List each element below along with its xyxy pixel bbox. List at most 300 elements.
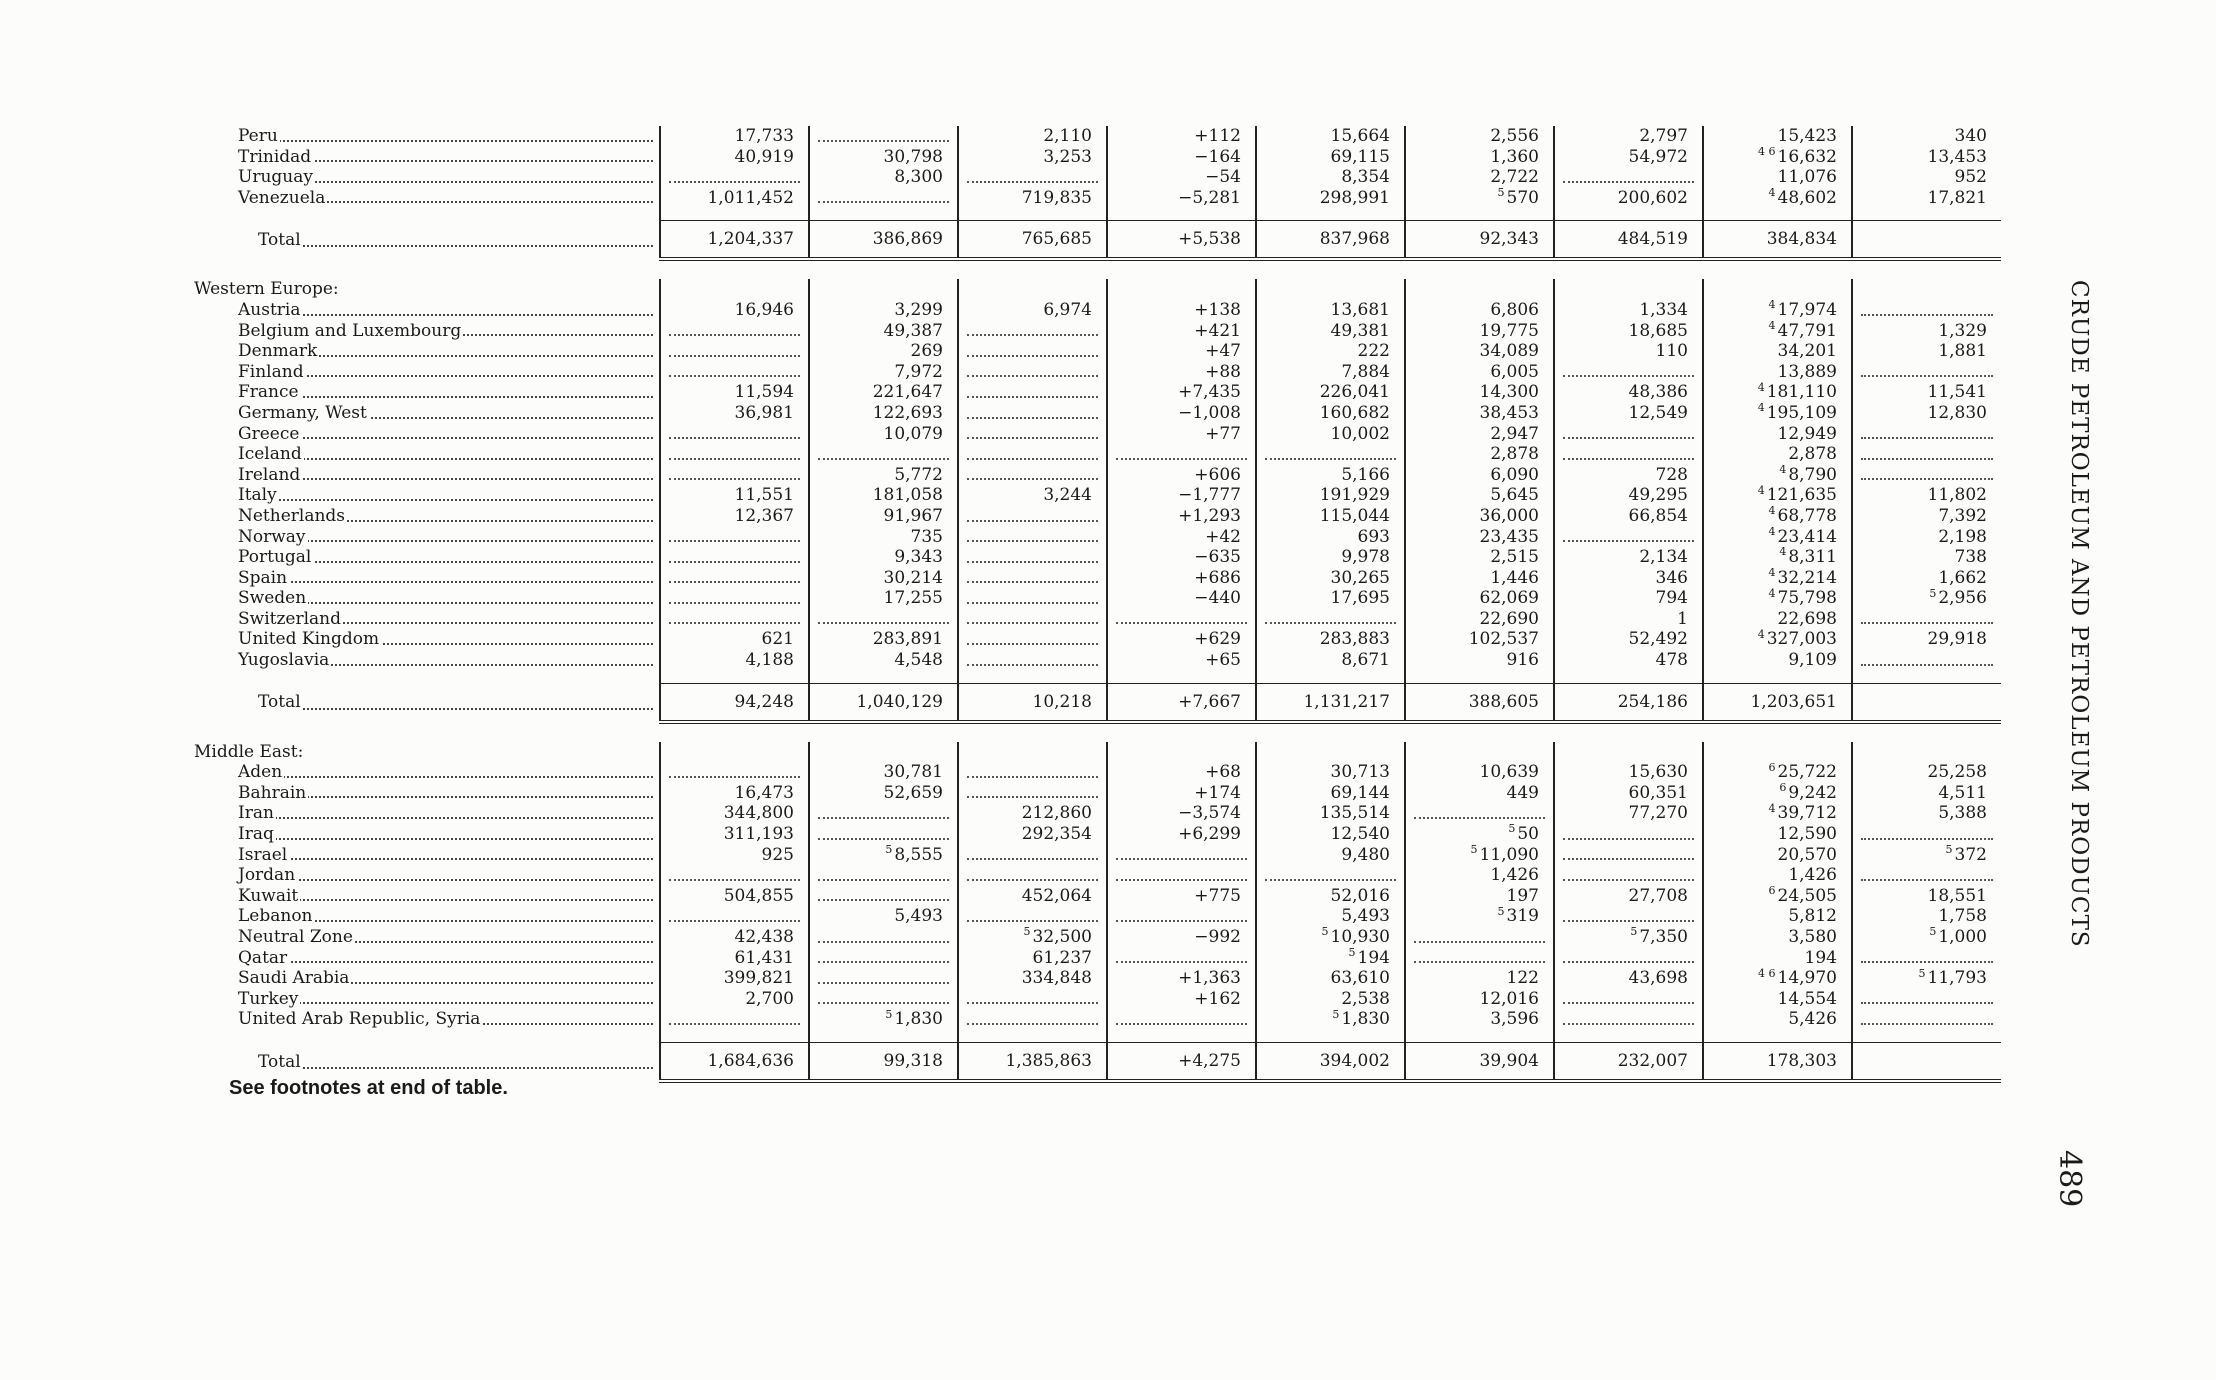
footnote-marker: 4 — [1779, 464, 1787, 477]
cell-value: 52,016 — [1330, 885, 1390, 906]
footnote-marker: 4 — [1768, 567, 1776, 580]
table-row — [190, 147, 2001, 168]
cell-value: 10,079 — [883, 423, 943, 444]
value-cell — [1852, 321, 2001, 342]
value-cell — [958, 485, 1107, 506]
value-cell — [1256, 629, 1405, 650]
empty-cell — [1405, 803, 1554, 824]
region-label — [190, 742, 660, 763]
value-cell — [1256, 906, 1405, 927]
value-cell — [1852, 147, 2001, 168]
cell-value: 1,758 — [1938, 906, 1987, 927]
empty-cell — [660, 762, 809, 783]
value-cell — [1405, 485, 1554, 506]
cell-value: 69,115 — [1330, 146, 1390, 167]
table-row — [190, 783, 2001, 804]
empty-cell — [958, 321, 1107, 342]
value-cell — [958, 927, 1107, 948]
footnote-marker: 4 — [1768, 505, 1776, 518]
empty-cell — [958, 609, 1107, 630]
cell-value: +1,363 — [1178, 968, 1241, 989]
value-cell — [660, 147, 809, 168]
row-label — [190, 188, 660, 209]
empty-cell — [660, 609, 809, 630]
cell-value: 2,515 — [1490, 547, 1539, 568]
value-cell — [1852, 588, 2001, 609]
value-cell — [1554, 485, 1703, 506]
cell-value: 69,144 — [1330, 782, 1390, 803]
value-cell — [1405, 783, 1554, 804]
cell-value: 10,930 — [1330, 927, 1390, 947]
petroleum-table-container — [190, 126, 2000, 1083]
cell-value: −440 — [1194, 588, 1241, 609]
row-label — [190, 824, 660, 845]
value-cell — [1107, 221, 1256, 260]
cell-value: +6,299 — [1178, 824, 1241, 845]
empty-cell — [1107, 444, 1256, 465]
cell-value: 12,949 — [1777, 423, 1837, 444]
value-cell — [660, 886, 809, 907]
value-cell — [1703, 167, 1852, 188]
row-label-text: Germany, West — [238, 402, 367, 423]
value-cell — [1703, 147, 1852, 168]
value-cell — [1554, 126, 1703, 147]
empty-cell — [1554, 362, 1703, 383]
cell-value: 916 — [1506, 650, 1539, 671]
value-cell — [1405, 126, 1554, 147]
value-cell — [660, 989, 809, 1010]
cell-value: 1,830 — [1341, 1009, 1390, 1030]
cell-value: 34,201 — [1777, 341, 1837, 362]
value-cell — [1703, 465, 1852, 486]
value-cell — [958, 147, 1107, 168]
row-label-text: Portugal — [238, 547, 312, 568]
empty-cell — [958, 465, 1107, 486]
cell-value: 32,500 — [1032, 927, 1092, 947]
empty-cell — [1554, 424, 1703, 445]
row-label — [190, 321, 660, 342]
value-cell — [1554, 927, 1703, 948]
footnote-marker: 5 — [1630, 927, 1638, 939]
cell-value: 1,426 — [1490, 865, 1539, 886]
row-label-text: Uruguay — [238, 167, 313, 188]
footnote-reference: See footnotes at end of table. — [229, 1077, 508, 1099]
cell-value: 340 — [1954, 126, 1987, 146]
value-cell — [1852, 167, 2001, 188]
empty-cell — [958, 167, 1107, 188]
value-cell — [1405, 147, 1554, 168]
table-row — [190, 865, 2001, 886]
cell-value: 194 — [1357, 947, 1390, 968]
cell-value: −635 — [1194, 547, 1241, 568]
value-cell — [1256, 547, 1405, 568]
cell-value: +42 — [1205, 526, 1241, 547]
value-cell — [660, 948, 809, 969]
value-cell — [809, 629, 958, 650]
row-label-text: Norway — [238, 526, 306, 547]
row-label — [190, 167, 660, 188]
cell-value: 17,695 — [1330, 588, 1390, 609]
cell-value: 52,659 — [883, 782, 943, 803]
gap-row — [190, 722, 2001, 742]
value-cell — [1107, 527, 1256, 548]
empty-cell — [1852, 989, 2001, 1010]
value-cell — [1256, 762, 1405, 783]
cell-value: 221,647 — [872, 382, 943, 403]
cell-value: 5,493 — [1341, 906, 1390, 927]
footnote-marker: 4 — [1757, 402, 1765, 415]
cell-value: 292,354 — [1021, 824, 1092, 845]
empty-cell — [1107, 865, 1256, 886]
value-cell — [809, 1009, 958, 1030]
empty-cell — [1852, 1009, 2001, 1030]
row-label — [190, 126, 660, 147]
cell-value: +686 — [1194, 567, 1241, 588]
footnote-marker: 6 — [1768, 885, 1776, 898]
footnote-marker: 4 — [1757, 629, 1765, 641]
value-cell — [1107, 568, 1256, 589]
empty-cell — [660, 321, 809, 342]
value-cell — [1256, 989, 1405, 1010]
value-cell — [1554, 629, 1703, 650]
cell-value: 1,426 — [1788, 865, 1837, 886]
cell-value: 478 — [1655, 650, 1688, 671]
value-cell — [1703, 927, 1852, 948]
value-cell — [1256, 968, 1405, 989]
value-cell — [1703, 683, 1852, 722]
row-label — [190, 547, 660, 568]
value-cell — [1256, 362, 1405, 383]
empty-cell — [1852, 683, 2001, 722]
value-cell — [1703, 321, 1852, 342]
table-row — [190, 906, 2001, 927]
value-cell — [1256, 803, 1405, 824]
value-cell — [1554, 650, 1703, 671]
empty-cell — [809, 989, 958, 1010]
cell-value: 5,493 — [894, 906, 943, 927]
table-row — [190, 424, 2001, 445]
cell-value: 17,821 — [1927, 187, 1987, 208]
cell-value: 15,630 — [1628, 762, 1688, 783]
cell-value: 34,089 — [1479, 341, 1539, 362]
table-row — [190, 1009, 2001, 1030]
value-cell — [1554, 783, 1703, 804]
value-cell — [1554, 300, 1703, 321]
value-cell — [1405, 568, 1554, 589]
empty-cell — [660, 167, 809, 188]
empty-cell — [660, 341, 809, 362]
cell-value: 2,947 — [1490, 423, 1539, 444]
cell-value: 2,134 — [1639, 547, 1688, 568]
row-label-text: Iraq — [238, 824, 274, 845]
footnote-marker: 4 6 — [1758, 968, 1776, 980]
footnote-marker: 5 — [1929, 588, 1937, 600]
row-label — [190, 403, 660, 424]
cell-value: +1,293 — [1178, 505, 1241, 526]
cell-value: −164 — [1194, 146, 1241, 167]
value-cell — [1256, 126, 1405, 147]
cell-value: 13,681 — [1330, 299, 1390, 320]
value-cell — [1256, 683, 1405, 722]
value-cell — [1107, 147, 1256, 168]
empty-cell — [660, 547, 809, 568]
empty-cell — [1405, 279, 1554, 300]
value-cell — [1554, 321, 1703, 342]
empty-cell — [958, 650, 1107, 671]
value-cell — [1405, 300, 1554, 321]
cell-value: 23,435 — [1479, 526, 1539, 547]
cell-value: 4,188 — [745, 650, 794, 671]
cell-value: 1,446 — [1490, 567, 1539, 588]
cell-value: +7,667 — [1178, 691, 1241, 712]
cell-value: 372 — [1954, 844, 1987, 865]
row-label — [190, 845, 660, 866]
cell-value: 5,772 — [894, 464, 943, 485]
spacer-row — [190, 671, 2001, 684]
row-label-text: Austria — [238, 299, 301, 320]
cell-value: 9,109 — [1788, 650, 1837, 671]
value-cell — [1554, 762, 1703, 783]
empty-cell — [958, 547, 1107, 568]
table-row — [190, 989, 2001, 1010]
cell-value: 191,929 — [1319, 485, 1390, 506]
value-cell — [1703, 126, 1852, 147]
value-cell — [1703, 824, 1852, 845]
cell-value: 388,605 — [1468, 691, 1539, 712]
cell-value: 9,978 — [1341, 547, 1390, 568]
value-cell — [660, 683, 809, 722]
cell-value: 7,884 — [1341, 361, 1390, 382]
value-cell — [1256, 188, 1405, 209]
value-cell — [1405, 506, 1554, 527]
value-cell — [809, 762, 958, 783]
empty-cell — [1554, 444, 1703, 465]
footnote-marker: 4 — [1757, 485, 1765, 497]
footnote-marker: 4 — [1768, 187, 1776, 200]
value-cell — [1554, 968, 1703, 989]
row-label — [190, 927, 660, 948]
empty-cell — [1405, 742, 1554, 763]
cell-value: 13,453 — [1927, 146, 1987, 167]
value-cell — [1256, 927, 1405, 948]
row-label — [190, 948, 660, 969]
value-cell — [1852, 403, 2001, 424]
cell-value: 8,555 — [894, 844, 943, 865]
row-label — [190, 147, 660, 168]
value-cell — [1852, 382, 2001, 403]
value-cell — [1107, 188, 1256, 209]
value-cell — [1703, 989, 1852, 1010]
cell-value: 452,064 — [1021, 885, 1092, 906]
value-cell — [1852, 803, 2001, 824]
value-cell — [1107, 650, 1256, 671]
row-label-text: Neutral Zone — [238, 927, 353, 947]
table-row — [190, 188, 2001, 209]
cell-value: 283,891 — [872, 629, 943, 650]
row-label-text: Jordan — [238, 865, 296, 886]
cell-value: 6,974 — [1043, 299, 1092, 320]
row-label-text: Iceland — [238, 444, 302, 465]
value-cell — [1107, 506, 1256, 527]
region-header-row — [190, 279, 2001, 300]
value-cell — [809, 1042, 958, 1081]
value-cell — [1256, 824, 1405, 845]
footnote-marker: 4 — [1768, 299, 1776, 312]
empty-cell — [660, 424, 809, 445]
table-row — [190, 444, 2001, 465]
table-row — [190, 485, 2001, 506]
cell-value: 48,386 — [1628, 382, 1688, 403]
row-label-text: Total — [258, 692, 301, 713]
cell-value: 50 — [1517, 824, 1539, 845]
value-cell — [1554, 403, 1703, 424]
cell-value: 11,090 — [1479, 844, 1539, 865]
row-label — [190, 362, 660, 383]
cell-value: 8,671 — [1341, 650, 1390, 671]
value-cell — [1256, 1009, 1405, 1030]
cell-value: 6,005 — [1490, 361, 1539, 382]
cell-value: 25,722 — [1777, 762, 1837, 783]
value-cell — [1554, 683, 1703, 722]
cell-value: 1,334 — [1639, 299, 1688, 320]
cell-value: 4,511 — [1938, 782, 1987, 803]
footnote-marker: 5 — [1023, 927, 1031, 939]
value-cell — [809, 424, 958, 445]
value-cell — [1703, 568, 1852, 589]
value-cell — [1703, 845, 1852, 866]
value-cell — [809, 588, 958, 609]
footnote-marker: 4 — [1768, 526, 1776, 538]
cell-value: 30,713 — [1330, 762, 1390, 783]
table-row — [190, 300, 2001, 321]
page-number: 489 — [2052, 1150, 2087, 1208]
row-label — [190, 527, 660, 548]
value-cell — [1107, 485, 1256, 506]
table-row — [190, 362, 2001, 383]
value-cell — [1256, 1042, 1405, 1081]
empty-cell — [1107, 609, 1256, 630]
empty-cell — [1554, 279, 1703, 300]
cell-value: 60,351 — [1628, 782, 1688, 803]
empty-cell — [809, 927, 958, 948]
cell-value: 728 — [1655, 464, 1688, 485]
value-cell — [958, 126, 1107, 147]
value-cell — [660, 188, 809, 209]
table-row — [190, 527, 2001, 548]
row-label — [190, 1042, 660, 1081]
row-label-text: Saudi Arabia — [238, 968, 350, 989]
value-cell — [1107, 927, 1256, 948]
cell-value: 738 — [1954, 547, 1987, 568]
empty-cell — [1703, 742, 1852, 763]
empty-cell — [958, 382, 1107, 403]
row-label-text: Greece — [238, 423, 300, 444]
value-cell — [1256, 465, 1405, 486]
cell-value: 39,904 — [1479, 1050, 1539, 1071]
row-label-text: Belgium and Luxembourg — [238, 320, 462, 341]
value-cell — [1405, 465, 1554, 486]
cell-value: 91,967 — [883, 505, 943, 526]
cell-value: 1,881 — [1938, 341, 1987, 362]
value-cell — [1107, 683, 1256, 722]
value-cell — [809, 506, 958, 527]
empty-cell — [660, 279, 809, 300]
cell-value: 12,540 — [1330, 824, 1390, 845]
cell-value: 298,991 — [1319, 187, 1390, 208]
table-row — [190, 886, 2001, 907]
cell-value: 61,431 — [734, 947, 794, 968]
cell-value: 14,970 — [1777, 968, 1837, 989]
value-cell — [1852, 783, 2001, 804]
value-cell — [809, 147, 958, 168]
empty-cell — [1554, 906, 1703, 927]
cell-value: 346 — [1655, 567, 1688, 588]
cell-value: 99,318 — [883, 1050, 943, 1071]
empty-cell — [660, 906, 809, 927]
cell-value: 16,473 — [734, 782, 794, 803]
value-cell — [1256, 424, 1405, 445]
empty-cell — [809, 803, 958, 824]
empty-cell — [1107, 906, 1256, 927]
row-label — [190, 906, 660, 927]
cell-value: +68 — [1205, 762, 1241, 783]
value-cell — [1405, 167, 1554, 188]
value-cell — [660, 126, 809, 147]
value-cell — [1256, 341, 1405, 362]
value-cell — [660, 783, 809, 804]
cell-value: 66,854 — [1628, 505, 1688, 526]
cell-value: 47,791 — [1777, 320, 1837, 341]
cell-value: 344,800 — [723, 803, 794, 824]
value-cell — [809, 382, 958, 403]
value-cell — [660, 403, 809, 424]
value-cell — [1852, 126, 2001, 147]
empty-cell — [1256, 279, 1405, 300]
cell-value: 16,632 — [1777, 146, 1837, 167]
value-cell — [1703, 221, 1852, 260]
cell-value: 40,919 — [734, 146, 794, 167]
spacer-row — [190, 1030, 2001, 1043]
cell-value: 10,002 — [1330, 423, 1390, 444]
cell-value: 8,311 — [1788, 547, 1837, 568]
cell-value: 194 — [1804, 947, 1837, 968]
value-cell — [958, 221, 1107, 260]
row-label — [190, 588, 660, 609]
row-label-text: Western Europe: — [194, 279, 339, 300]
cell-value: 765,685 — [1021, 229, 1092, 250]
footnote-marker: 5 — [1918, 968, 1926, 980]
cell-value: 17,255 — [883, 588, 943, 609]
value-cell — [1554, 803, 1703, 824]
value-cell — [1107, 300, 1256, 321]
value-cell — [1405, 221, 1554, 260]
value-cell — [1703, 382, 1852, 403]
cell-value: 2,956 — [1938, 588, 1987, 609]
empty-cell — [1405, 948, 1554, 969]
cell-value: 8,790 — [1788, 464, 1837, 485]
footnote-marker: 4 — [1768, 803, 1776, 815]
table-row — [190, 321, 2001, 342]
table-row — [190, 465, 2001, 486]
value-cell — [809, 341, 958, 362]
empty-cell — [809, 279, 958, 300]
empty-cell — [1852, 279, 2001, 300]
value-cell — [1405, 886, 1554, 907]
value-cell — [1107, 762, 1256, 783]
row-label — [190, 424, 660, 445]
row-label — [190, 683, 660, 722]
cell-value: 2,556 — [1490, 126, 1539, 146]
